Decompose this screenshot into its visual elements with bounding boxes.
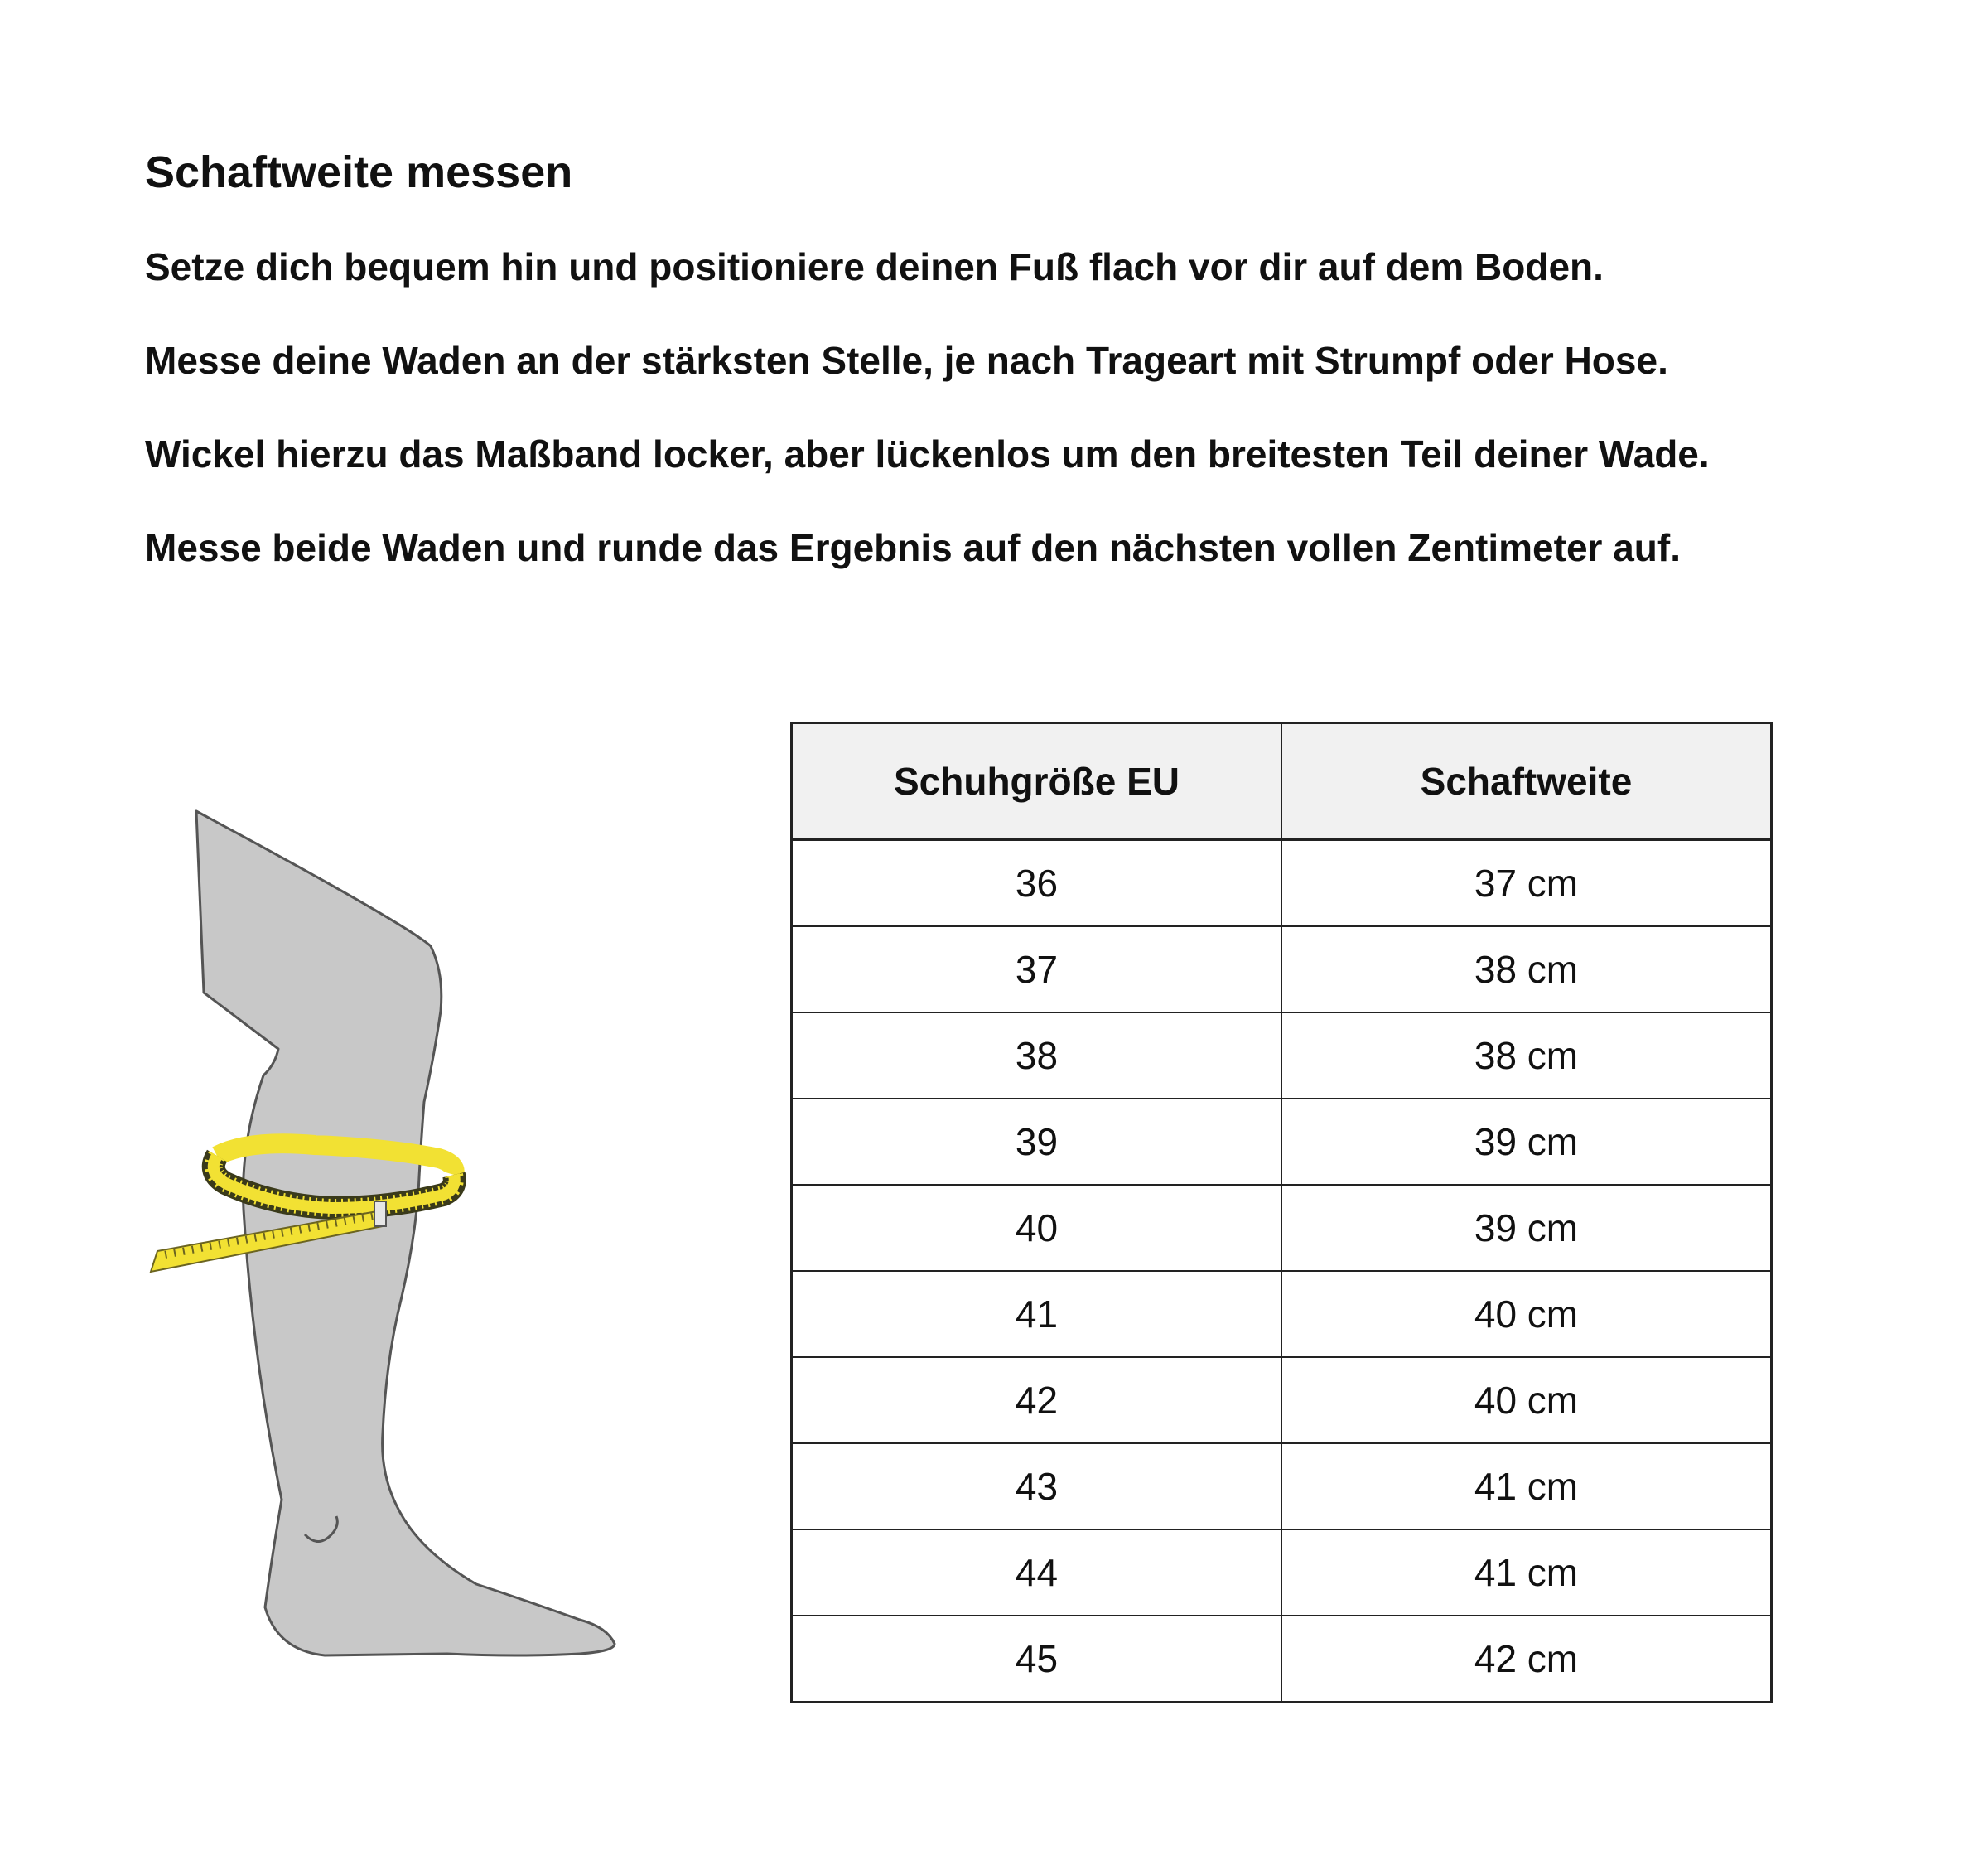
shaft-width-cell: 39 cm	[1281, 1099, 1772, 1185]
table-row	[792, 926, 1772, 1012]
shoe-size-cell: 43	[792, 1443, 1282, 1529]
shoe-size-cell: 40	[792, 1185, 1282, 1271]
table-row	[792, 839, 1772, 926]
shaft-width-cell: 40 cm	[1281, 1357, 1772, 1443]
leg-with-measuring-tape-icon	[141, 795, 638, 1674]
instruction-step: Messe deine Waden an der stärksten Stelle, je nach Trageart mit Strumpf oder Hose.	[145, 339, 1668, 382]
shaft-width-cell: 40 cm	[1281, 1271, 1772, 1357]
table-row	[792, 1357, 1772, 1443]
table-header-row	[792, 723, 1772, 840]
page-title: Schaftweite messen	[145, 147, 573, 197]
shaft-width-cell: 41 cm	[1281, 1443, 1772, 1529]
shoe-size-cell: 45	[792, 1616, 1282, 1703]
table-row	[792, 1271, 1772, 1357]
shaft-width-cell: 37 cm	[1281, 839, 1772, 926]
table-row	[792, 1185, 1772, 1271]
instruction-step: Setze dich bequem hin und positioniere deinen Fuß flach vor dir auf dem Boden.	[145, 245, 1604, 288]
instruction-step: Wickel hierzu das Maßband locker, aber lückenlos um den breitesten Teil deiner Wade.	[145, 432, 1710, 476]
column-header-shaft-width: Schaftweite	[1281, 723, 1772, 840]
shaft-width-cell: 38 cm	[1281, 1012, 1772, 1099]
shoe-size-cell: 39	[792, 1099, 1282, 1185]
shaft-width-cell: 42 cm	[1281, 1616, 1772, 1703]
instruction-step: Messe beide Waden und runde das Ergebnis auf den nächsten vollen Zentimeter auf.	[145, 526, 1681, 569]
shoe-size-cell: 41	[792, 1271, 1282, 1357]
table-row	[792, 1443, 1772, 1529]
table-row	[792, 1529, 1772, 1616]
column-header-shoe-size: Schuhgröße EU	[792, 723, 1282, 840]
shaft-width-cell: 39 cm	[1281, 1185, 1772, 1271]
table-row	[792, 1099, 1772, 1185]
shoe-size-cell: 42	[792, 1357, 1282, 1443]
table-row	[792, 1616, 1772, 1703]
table-row	[792, 1012, 1772, 1099]
shoe-size-cell: 36	[792, 839, 1282, 926]
shoe-size-cell: 44	[792, 1529, 1282, 1616]
shaft-width-cell: 38 cm	[1281, 926, 1772, 1012]
size-table	[790, 722, 1773, 1703]
shoe-size-cell: 38	[792, 1012, 1282, 1099]
shoe-size-cell: 37	[792, 926, 1282, 1012]
measuring-tape-buckle	[374, 1201, 386, 1226]
shaft-width-cell: 41 cm	[1281, 1529, 1772, 1616]
instruction-list	[145, 242, 1710, 616]
